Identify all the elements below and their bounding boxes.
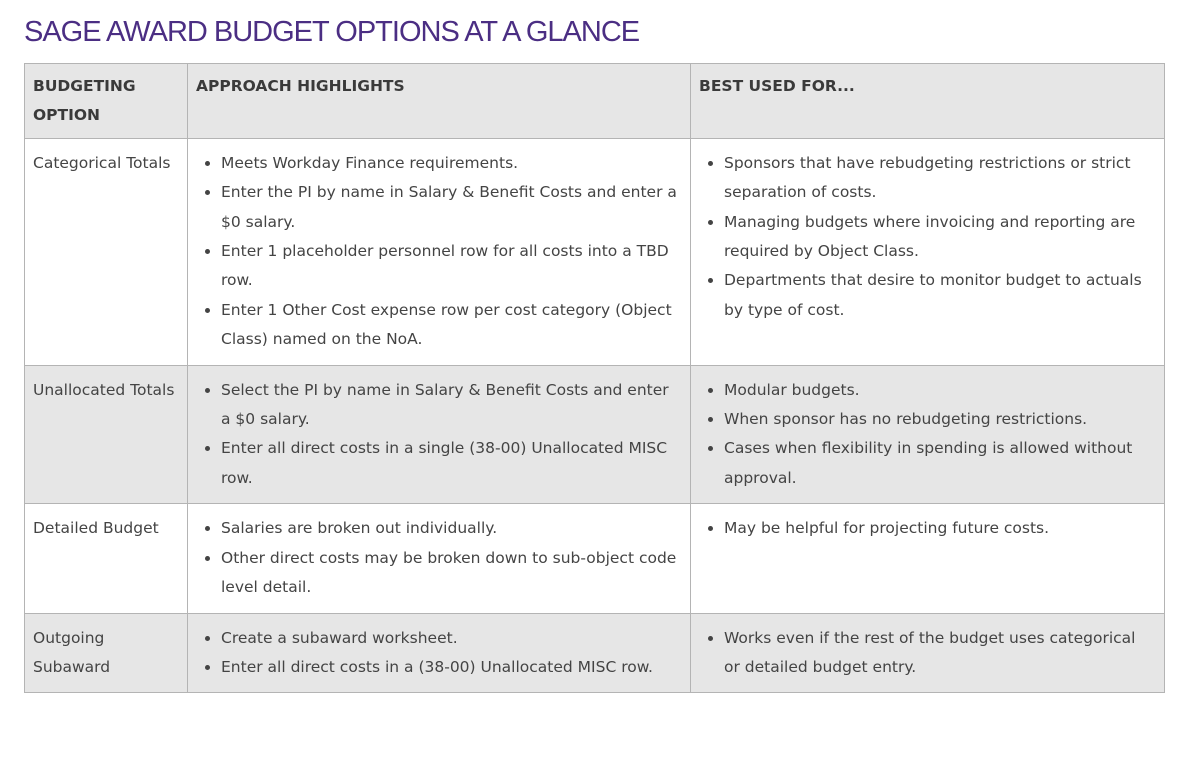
list-item: • Enter all direct costs in a (38-00) Unallocated MISC row. (221, 653, 682, 682)
list-item: • Enter 1 Other Cost expense row per cost category (Object Class) named on the NoA. (221, 296, 682, 355)
list-item: • Other direct costs may be broken down to sub-object code level detail. (221, 544, 682, 603)
budget-options-table (24, 63, 1165, 693)
table-row (25, 365, 1165, 504)
table-row (25, 138, 1165, 365)
approach-list (196, 149, 682, 355)
list-item: • Managing budgets where invoicing and reporting are required by Object Class. (724, 208, 1156, 267)
list-item: • Modular budgets. (724, 376, 1156, 405)
page-title: SAGE AWARD BUDGET OPTIONS AT A GLANCE (24, 16, 640, 48)
list-item: • Departments that desire to monitor budget to actuals by type of cost. (724, 266, 1156, 325)
approach-cell (188, 613, 691, 693)
list-item: • Cases when flexibility in spending is allowed without approval. (724, 434, 1156, 493)
list-item: • Enter the PI by name in Salary & Benefit Costs and enter a $0 salary. (221, 178, 682, 237)
list-item: • Enter all direct costs in a single (38-00) Unallocated MISC row. (221, 434, 682, 493)
header-approach-highlights: APPROACH HIGHLIGHTS (188, 64, 691, 139)
table-row (25, 504, 1165, 613)
option-cell: Detailed Budget (25, 504, 188, 613)
table-header-row (25, 64, 1165, 139)
list-item: • Works even if the rest of the budget uses categorical or detailed budget entry. (724, 624, 1156, 683)
header-best-used-for: BEST USED FOR... (691, 64, 1165, 139)
table-row (25, 613, 1165, 693)
list-item: • Enter 1 placeholder personnel row for all costs into a TBD row. (221, 237, 682, 296)
best-used-for-cell (691, 613, 1165, 693)
best-used-for-cell (691, 504, 1165, 613)
approach-cell (188, 365, 691, 504)
list-item: • Meets Workday Finance requirements. (221, 149, 682, 178)
approach-list (196, 624, 682, 683)
option-cell: Unallocated Totals (25, 365, 188, 504)
list-item: • Select the PI by name in Salary & Benefit Costs and enter a $0 salary. (221, 376, 682, 435)
list-item: • May be helpful for projecting future costs. (724, 514, 1156, 543)
best-used-for-list (699, 624, 1156, 683)
approach-cell (188, 138, 691, 365)
option-cell: Categorical Totals (25, 138, 188, 365)
best-used-for-list (699, 149, 1156, 325)
best-used-for-cell (691, 138, 1165, 365)
best-used-for-list (699, 514, 1156, 543)
list-item: • Salaries are broken out individually. (221, 514, 682, 543)
list-item: • When sponsor has no rebudgeting restrictions. (724, 405, 1156, 434)
header-budgeting-option: BUDGETING OPTION (25, 64, 188, 139)
approach-list (196, 514, 682, 602)
option-cell: Outgoing Subaward (25, 613, 188, 693)
approach-cell (188, 504, 691, 613)
best-used-for-cell (691, 365, 1165, 504)
approach-list (196, 376, 682, 494)
list-item: • Create a subaward worksheet. (221, 624, 682, 653)
best-used-for-list (699, 376, 1156, 494)
list-item: • Sponsors that have rebudgeting restrictions or strict separation of costs. (724, 149, 1156, 208)
